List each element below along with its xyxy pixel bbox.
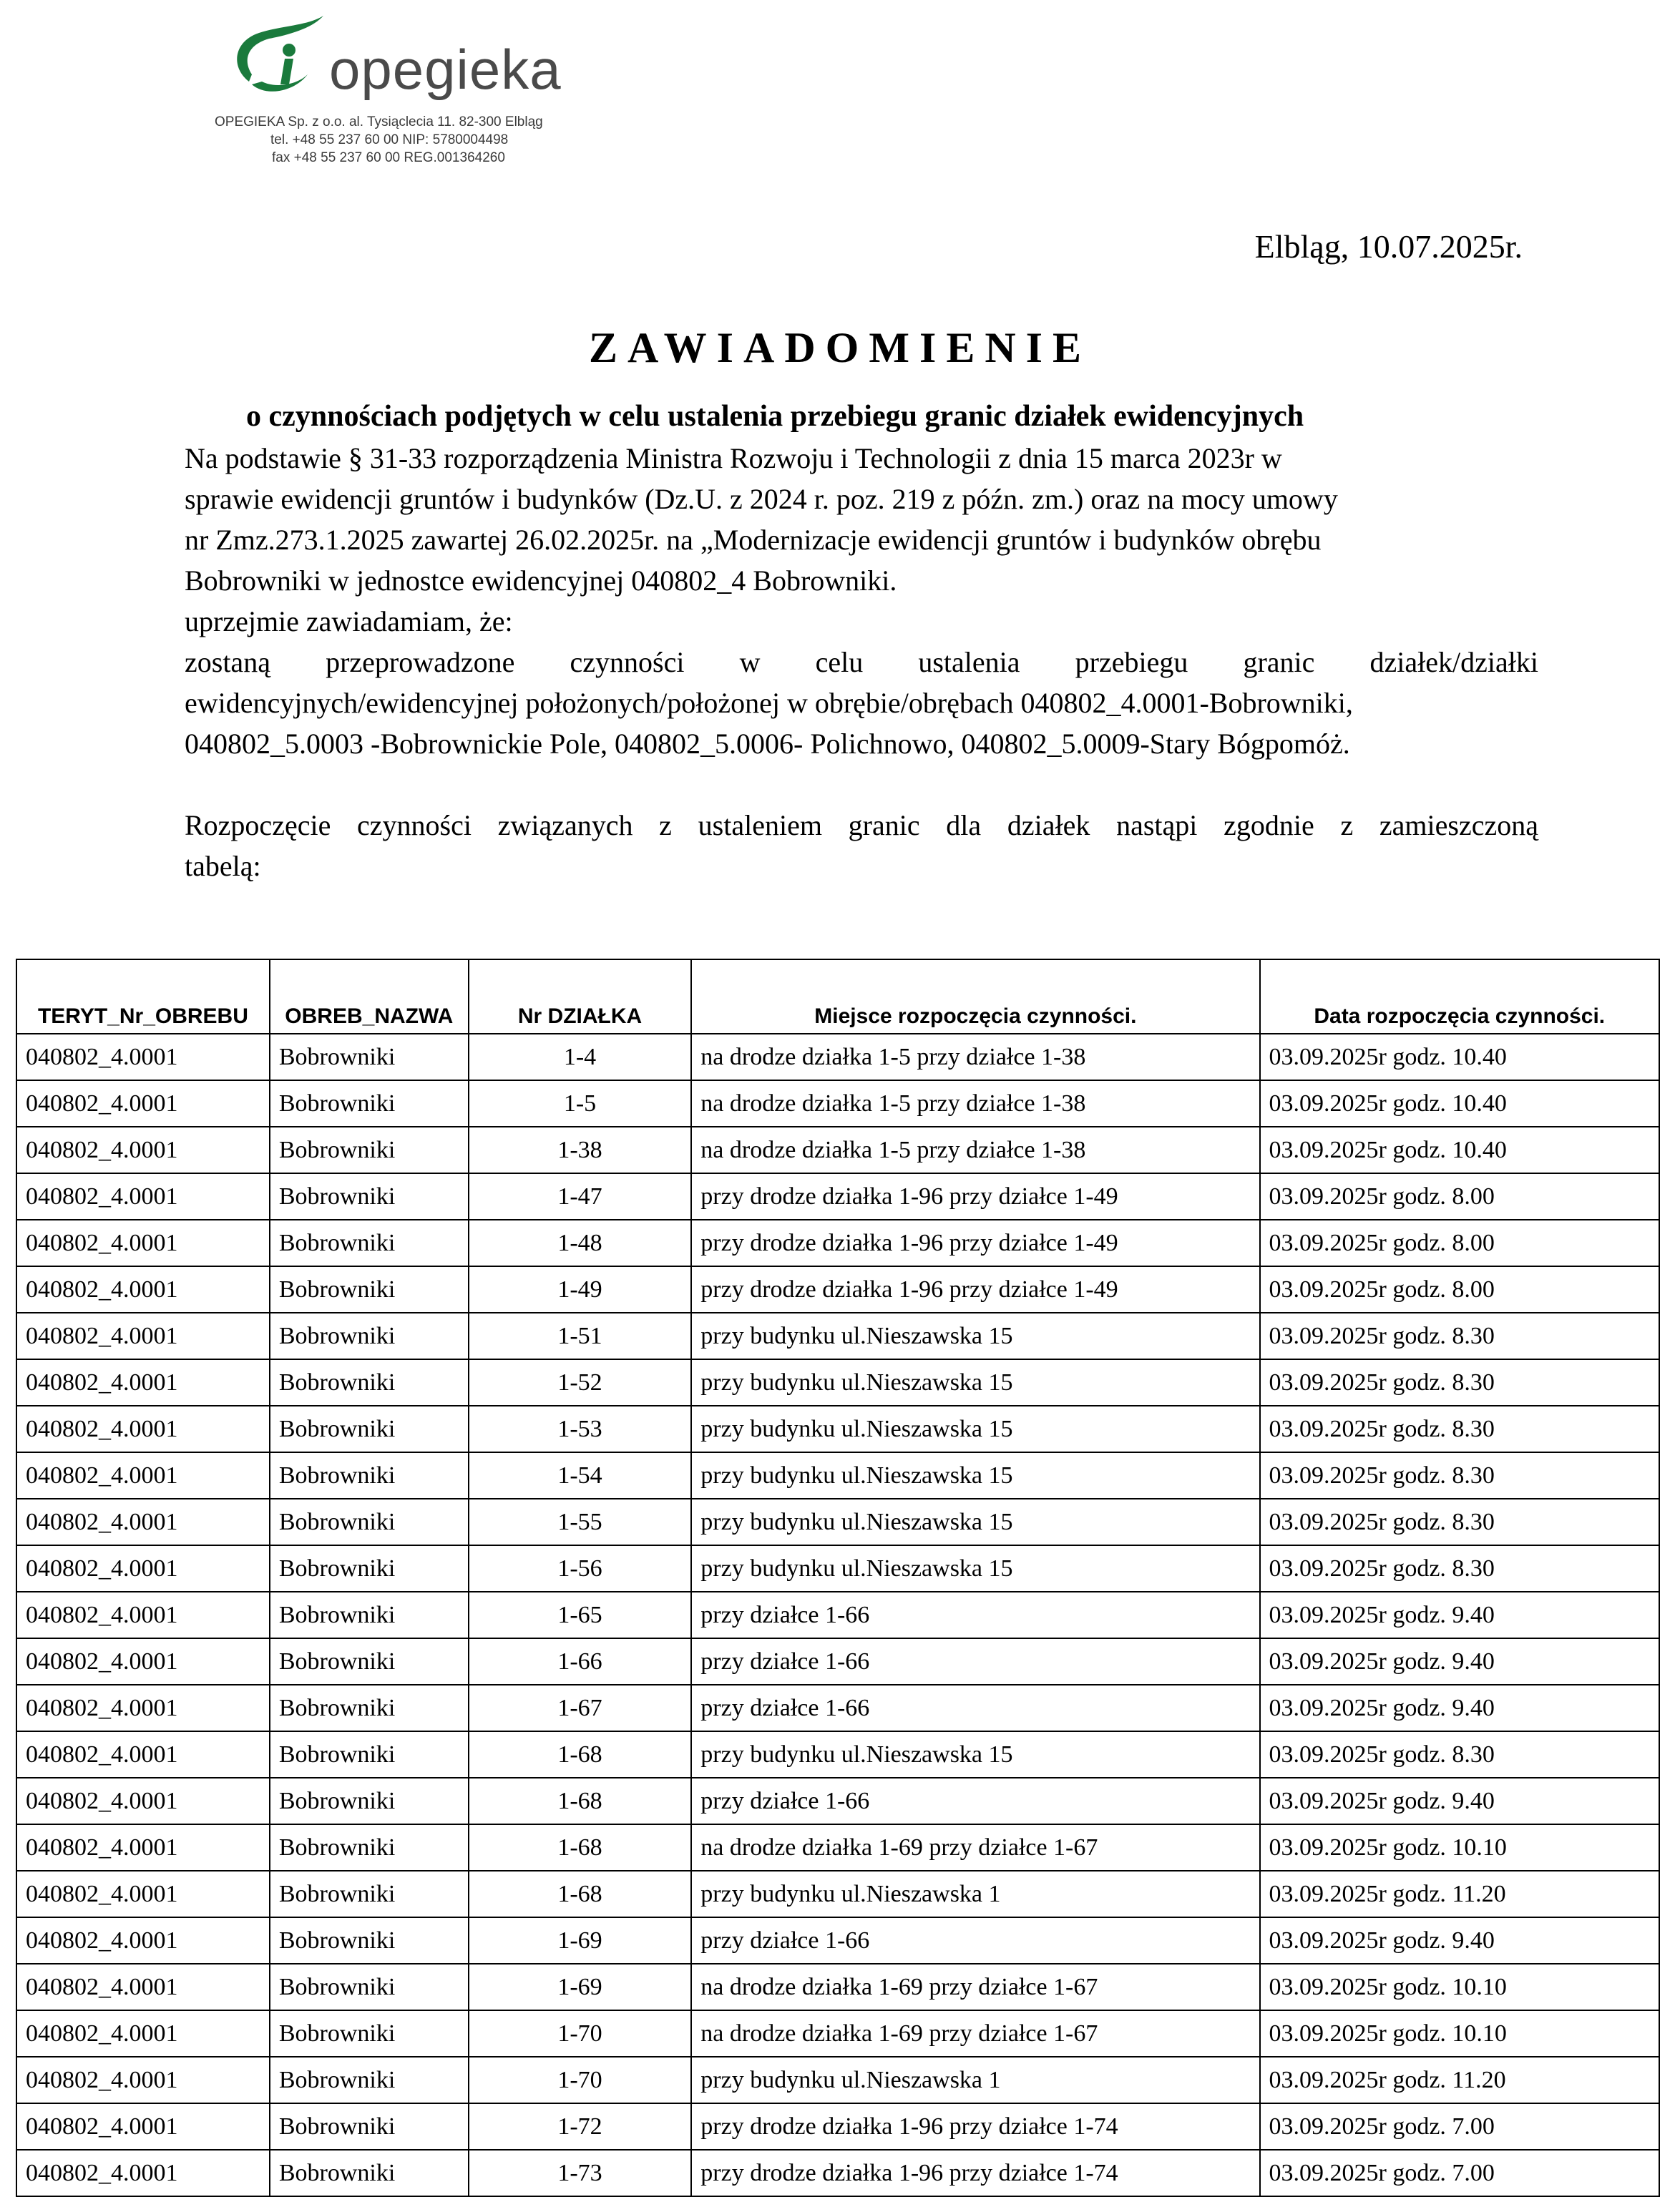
cell-nr-dzialka: 1-4 xyxy=(469,1034,692,1080)
header-teryt: TERYT_Nr_OBREBU xyxy=(16,959,270,1034)
cell-nr-dzialka: 1-49 xyxy=(469,1266,692,1313)
cell-data: 03.09.2025r godz. 8.30 xyxy=(1260,1452,1660,1499)
cell-miejsce: przy drodze działka 1-96 przy działce 1-74 xyxy=(691,2150,1259,2196)
document-date: Elbląg, 10.07.2025r. xyxy=(1254,228,1523,265)
cell-obreb-nazwa: Bobrowniki xyxy=(270,1685,469,1731)
header-obreb-nazwa: OBREB_NAZWA xyxy=(270,959,469,1034)
table-body xyxy=(16,1034,1659,2196)
cell-obreb-nazwa: Bobrowniki xyxy=(270,1871,469,1917)
cell-obreb-nazwa: Bobrowniki xyxy=(270,1406,469,1452)
cell-obreb-nazwa: Bobrowniki xyxy=(270,2150,469,2196)
cell-teryt: 040802_4.0001 xyxy=(16,1592,270,1638)
table-row xyxy=(16,1871,1659,1917)
table-row xyxy=(16,1545,1659,1592)
cell-obreb-nazwa: Bobrowniki xyxy=(270,2103,469,2150)
cell-data: 03.09.2025r godz. 8.30 xyxy=(1260,1731,1660,1778)
cell-nr-dzialka: 1-69 xyxy=(469,1917,692,1964)
cell-teryt: 040802_4.0001 xyxy=(16,2150,270,2196)
cell-obreb-nazwa: Bobrowniki xyxy=(270,1080,469,1127)
table-row xyxy=(16,1592,1659,1638)
cell-teryt: 040802_4.0001 xyxy=(16,1220,270,1266)
cell-miejsce: przy budynku ul.Nieszawska 15 xyxy=(691,1406,1259,1452)
cell-obreb-nazwa: Bobrowniki xyxy=(270,1452,469,1499)
cell-obreb-nazwa: Bobrowniki xyxy=(270,1127,469,1173)
cell-obreb-nazwa: Bobrowniki xyxy=(270,1545,469,1592)
body-line: ewidencyjnych/ewidencyjnej położonych/położonej w obrębie/obrębach 040802_4.0001-Bobrowniki, xyxy=(185,687,1353,719)
table-row xyxy=(16,1173,1659,1220)
cell-teryt: 040802_4.0001 xyxy=(16,1685,270,1731)
cell-miejsce: przy budynku ul.Nieszawska 15 xyxy=(691,1359,1259,1406)
cell-obreb-nazwa: Bobrowniki xyxy=(270,2057,469,2103)
table-row xyxy=(16,1359,1659,1406)
cell-data: 03.09.2025r godz. 7.00 xyxy=(1260,2103,1660,2150)
cell-data: 03.09.2025r godz. 8.30 xyxy=(1260,1406,1660,1452)
cell-data: 03.09.2025r godz. 8.00 xyxy=(1260,1266,1660,1313)
cell-nr-dzialka: 1-55 xyxy=(469,1499,692,1545)
cell-nr-dzialka: 1-54 xyxy=(469,1452,692,1499)
cell-miejsce: przy budynku ul.Nieszawska 1 xyxy=(691,1871,1259,1917)
cell-data: 03.09.2025r godz. 8.30 xyxy=(1260,1499,1660,1545)
body-line: Bobrowniki w jednostce ewidencyjnej 040802_4 Bobrowniki. xyxy=(185,564,897,597)
table-row xyxy=(16,1220,1659,1266)
cell-obreb-nazwa: Bobrowniki xyxy=(270,1778,469,1824)
cell-data: 03.09.2025r godz. 10.40 xyxy=(1260,1127,1660,1173)
cell-miejsce: przy drodze działka 1-96 przy działce 1-49 xyxy=(691,1220,1259,1266)
cell-miejsce: przy działce 1-66 xyxy=(691,1778,1259,1824)
cell-teryt: 040802_4.0001 xyxy=(16,1173,270,1220)
cell-miejsce: na drodze działka 1-69 przy działce 1-67 xyxy=(691,1964,1259,2010)
company-details xyxy=(215,113,615,167)
cell-miejsce: przy działce 1-66 xyxy=(691,1685,1259,1731)
table-row xyxy=(16,1778,1659,1824)
cell-data: 03.09.2025r godz. 9.40 xyxy=(1260,1778,1660,1824)
cell-data: 03.09.2025r godz. 10.10 xyxy=(1260,1964,1660,2010)
cell-miejsce: przy budynku ul.Nieszawska 15 xyxy=(691,1545,1259,1592)
cell-data: 03.09.2025r godz. 9.40 xyxy=(1260,1638,1660,1685)
header-miejsce: Miejsce rozpoczęcia czynności. xyxy=(691,959,1259,1034)
logo-text: opegieka xyxy=(329,38,562,101)
cell-miejsce: na drodze działka 1-69 przy działce 1-67 xyxy=(691,2010,1259,2057)
cell-data: 03.09.2025r godz. 10.40 xyxy=(1260,1034,1660,1080)
cell-nr-dzialka: 1-68 xyxy=(469,1871,692,1917)
cell-data: 03.09.2025r godz. 10.10 xyxy=(1260,2010,1660,2057)
table-row xyxy=(16,2103,1659,2150)
cell-teryt: 040802_4.0001 xyxy=(16,1266,270,1313)
cell-nr-dzialka: 1-69 xyxy=(469,1964,692,2010)
company-logo xyxy=(223,13,595,99)
cell-nr-dzialka: 1-68 xyxy=(469,1824,692,1871)
cell-data: 03.09.2025r godz. 9.40 xyxy=(1260,1917,1660,1964)
cell-data: 03.09.2025r godz. 8.30 xyxy=(1260,1359,1660,1406)
cell-nr-dzialka: 1-5 xyxy=(469,1080,692,1127)
body-line: sprawie ewidencji gruntów i budynków (Dz.U. z 2024 r. poz. 219 z późn. zm.) oraz na mocy umowy xyxy=(185,483,1338,515)
table-row xyxy=(16,1080,1659,1127)
cell-nr-dzialka: 1-47 xyxy=(469,1173,692,1220)
cell-teryt: 040802_4.0001 xyxy=(16,1638,270,1685)
document-body xyxy=(185,438,1538,886)
cell-miejsce: przy drodze działka 1-96 przy działce 1-49 xyxy=(691,1173,1259,1220)
cell-nr-dzialka: 1-53 xyxy=(469,1406,692,1452)
cell-teryt: 040802_4.0001 xyxy=(16,1406,270,1452)
cell-miejsce: przy drodze działka 1-96 przy działce 1-49 xyxy=(691,1266,1259,1313)
body-line: 040802_5.0003 -Bobrownickie Pole, 040802_5.0006- Polichnowo, 040802_5.0009-Stary Bógpomóż. xyxy=(185,728,1350,760)
cell-data: 03.09.2025r godz. 10.10 xyxy=(1260,1824,1660,1871)
cell-data: 03.09.2025r godz. 8.00 xyxy=(1260,1173,1660,1220)
header-nr-dzialka: Nr DZIAŁKA xyxy=(469,959,692,1034)
cell-miejsce: przy budynku ul.Nieszawska 15 xyxy=(691,1731,1259,1778)
cell-obreb-nazwa: Bobrowniki xyxy=(270,1173,469,1220)
document-subtitle: o czynnościach podjętych w celu ustalenia przebiegu granic działek ewidencyjnych xyxy=(246,400,1304,433)
cell-teryt: 040802_4.0001 xyxy=(16,2057,270,2103)
table-row xyxy=(16,1034,1659,1080)
table-row xyxy=(16,2057,1659,2103)
table-row xyxy=(16,1406,1659,1452)
cell-nr-dzialka: 1-48 xyxy=(469,1220,692,1266)
table-row xyxy=(16,1499,1659,1545)
cell-miejsce: na drodze działka 1-5 przy działce 1-38 xyxy=(691,1127,1259,1173)
cell-teryt: 040802_4.0001 xyxy=(16,1452,270,1499)
body-line: nr Zmz.273.1.2025 zawartej 26.02.2025r. na „Modernizacje ewidencji gruntów i budynków obrębu xyxy=(185,524,1322,556)
header-data: Data rozpoczęcia czynności. xyxy=(1260,959,1660,1034)
cell-obreb-nazwa: Bobrowniki xyxy=(270,1034,469,1080)
cell-miejsce: na drodze działka 1-69 przy działce 1-67 xyxy=(691,1824,1259,1871)
cell-nr-dzialka: 1-72 xyxy=(469,2103,692,2150)
cell-nr-dzialka: 1-65 xyxy=(469,1592,692,1638)
cell-miejsce: na drodze działka 1-5 przy działce 1-38 xyxy=(691,1080,1259,1127)
cell-teryt: 040802_4.0001 xyxy=(16,2010,270,2057)
table-row xyxy=(16,1824,1659,1871)
table-row xyxy=(16,1452,1659,1499)
cell-data: 03.09.2025r godz. 9.40 xyxy=(1260,1685,1660,1731)
cell-miejsce: przy działce 1-66 xyxy=(691,1592,1259,1638)
cell-miejsce: na drodze działka 1-5 przy działce 1-38 xyxy=(691,1034,1259,1080)
body-line: Na podstawie § 31-33 rozporządzenia Ministra Rozwoju i Technologii z dnia 15 marca 2023r w xyxy=(185,442,1282,474)
cell-nr-dzialka: 1-68 xyxy=(469,1731,692,1778)
cell-teryt: 040802_4.0001 xyxy=(16,1917,270,1964)
cell-nr-dzialka: 1-70 xyxy=(469,2057,692,2103)
company-address: OPEGIEKA Sp. z o.o. al. Tysiąclecia 11. 82-300 Elbląg xyxy=(215,114,543,129)
body-line: Rozpoczęcie czynności związanych z ustaleniem granic dla działek nastąpi zgodnie z zamieszczoną xyxy=(185,809,1538,841)
document-title: ZAWIADOMIENIE xyxy=(588,324,1092,371)
table-row xyxy=(16,1266,1659,1313)
cell-teryt: 040802_4.0001 xyxy=(16,1731,270,1778)
cell-nr-dzialka: 1-68 xyxy=(469,1778,692,1824)
cell-teryt: 040802_4.0001 xyxy=(16,2103,270,2150)
cell-data: 03.09.2025r godz. 11.20 xyxy=(1260,2057,1660,2103)
cell-teryt: 040802_4.0001 xyxy=(16,1080,270,1127)
cell-data: 03.09.2025r godz. 8.00 xyxy=(1260,1220,1660,1266)
plots-table xyxy=(16,959,1660,2197)
cell-data: 03.09.2025r godz. 8.30 xyxy=(1260,1545,1660,1592)
cell-miejsce: przy drodze działka 1-96 przy działce 1-74 xyxy=(691,2103,1259,2150)
table-row xyxy=(16,1313,1659,1359)
cell-miejsce: przy budynku ul.Nieszawska 15 xyxy=(691,1452,1259,1499)
company-phone: tel. +48 55 237 60 00 NIP: 5780004498 xyxy=(270,132,509,147)
cell-miejsce: przy działce 1-66 xyxy=(691,1917,1259,1964)
table-row xyxy=(16,1638,1659,1685)
cell-obreb-nazwa: Bobrowniki xyxy=(270,1359,469,1406)
cell-miejsce: przy budynku ul.Nieszawska 15 xyxy=(691,1499,1259,1545)
cell-teryt: 040802_4.0001 xyxy=(16,1313,270,1359)
cell-obreb-nazwa: Bobrowniki xyxy=(270,1313,469,1359)
cell-data: 03.09.2025r godz. 7.00 xyxy=(1260,2150,1660,2196)
cell-data: 03.09.2025r godz. 11.20 xyxy=(1260,1871,1660,1917)
cell-obreb-nazwa: Bobrowniki xyxy=(270,1592,469,1638)
table-header-row xyxy=(16,959,1659,1034)
cell-obreb-nazwa: Bobrowniki xyxy=(270,1266,469,1313)
cell-teryt: 040802_4.0001 xyxy=(16,1871,270,1917)
table-row xyxy=(16,1964,1659,2010)
cell-nr-dzialka: 1-38 xyxy=(469,1127,692,1173)
cell-teryt: 040802_4.0001 xyxy=(16,1545,270,1592)
cell-nr-dzialka: 1-70 xyxy=(469,2010,692,2057)
table-row xyxy=(16,2150,1659,2196)
cell-teryt: 040802_4.0001 xyxy=(16,1127,270,1173)
cell-teryt: 040802_4.0001 xyxy=(16,1034,270,1080)
cell-nr-dzialka: 1-52 xyxy=(469,1359,692,1406)
cell-teryt: 040802_4.0001 xyxy=(16,1778,270,1824)
table-row xyxy=(16,1731,1659,1778)
cell-teryt: 040802_4.0001 xyxy=(16,1359,270,1406)
cell-teryt: 040802_4.0001 xyxy=(16,1499,270,1545)
body-line: zostaną przeprowadzone czynności w celu ustalenia przebiegu granic działek/działki xyxy=(185,646,1538,678)
cell-miejsce: przy działce 1-66 xyxy=(691,1638,1259,1685)
cell-obreb-nazwa: Bobrowniki xyxy=(270,1499,469,1545)
cell-nr-dzialka: 1-56 xyxy=(469,1545,692,1592)
cell-data: 03.09.2025r godz. 8.30 xyxy=(1260,1313,1660,1359)
cell-nr-dzialka: 1-73 xyxy=(469,2150,692,2196)
cell-miejsce: przy budynku ul.Nieszawska 1 xyxy=(691,2057,1259,2103)
cell-obreb-nazwa: Bobrowniki xyxy=(270,1220,469,1266)
cell-teryt: 040802_4.0001 xyxy=(16,1964,270,2010)
cell-obreb-nazwa: Bobrowniki xyxy=(270,1731,469,1778)
cell-obreb-nazwa: Bobrowniki xyxy=(270,1964,469,2010)
cell-data: 03.09.2025r godz. 9.40 xyxy=(1260,1592,1660,1638)
cell-miejsce: przy budynku ul.Nieszawska 15 xyxy=(691,1313,1259,1359)
cell-nr-dzialka: 1-67 xyxy=(469,1685,692,1731)
cell-nr-dzialka: 1-66 xyxy=(469,1638,692,1685)
cell-obreb-nazwa: Bobrowniki xyxy=(270,1824,469,1871)
table-row xyxy=(16,1917,1659,1964)
table-row xyxy=(16,1685,1659,1731)
body-line: tabelą: xyxy=(185,850,261,882)
cell-data: 03.09.2025r godz. 10.40 xyxy=(1260,1080,1660,1127)
cell-teryt: 040802_4.0001 xyxy=(16,1824,270,1871)
cell-obreb-nazwa: Bobrowniki xyxy=(270,1917,469,1964)
cell-obreb-nazwa: Bobrowniki xyxy=(270,2010,469,2057)
cell-obreb-nazwa: Bobrowniki xyxy=(270,1638,469,1685)
opegieka-logo-icon xyxy=(223,13,331,99)
company-fax: fax +48 55 237 60 00 REG.001364260 xyxy=(272,150,505,165)
body-line: uprzejmie zawiadamiam, że: xyxy=(185,605,513,637)
table-row xyxy=(16,1127,1659,1173)
table-row xyxy=(16,2010,1659,2057)
cell-nr-dzialka: 1-51 xyxy=(469,1313,692,1359)
